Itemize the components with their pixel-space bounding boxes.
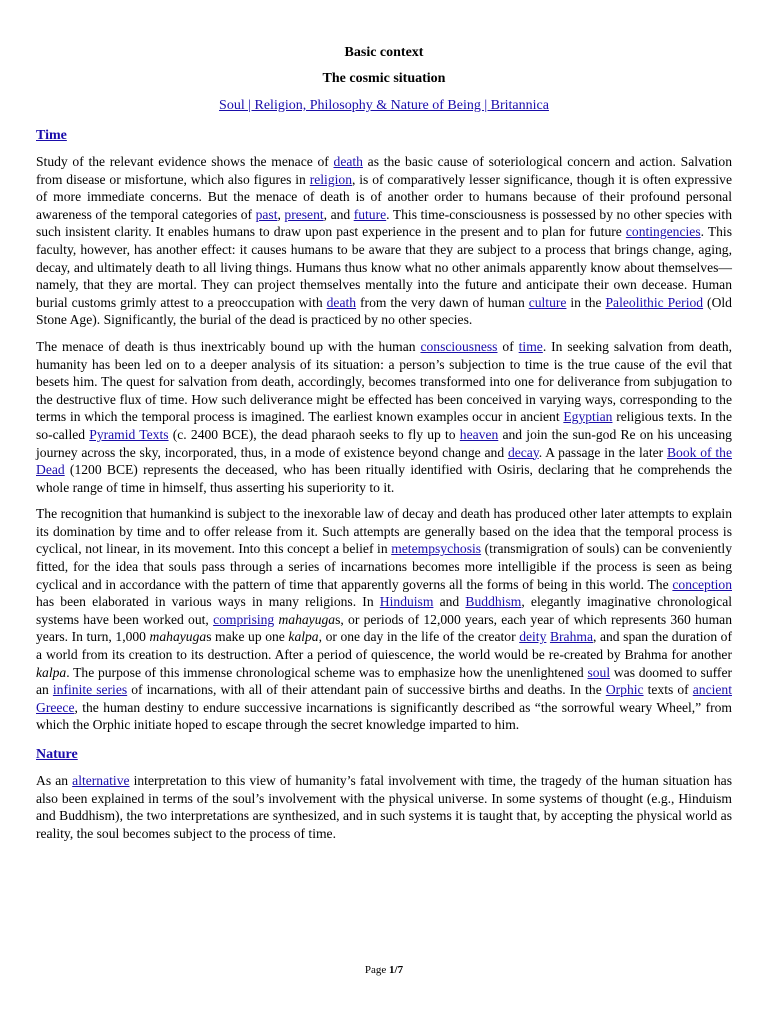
- inline-link[interactable]: comprising: [213, 611, 275, 627]
- text-run: . This time-consciousness is possessed by no other species with such insistent clarity. It enables humans to draw upon past experience in the present and to plan for future: [36, 206, 732, 240]
- inline-link[interactable]: consciousness: [420, 338, 498, 354]
- inline-link[interactable]: Paleolithic Period: [605, 294, 704, 310]
- section-heading-time: [36, 127, 732, 145]
- inline-link[interactable]: Book of the Dead: [36, 444, 732, 478]
- text-run: , or one day in the life of the creator: [318, 629, 520, 645]
- document-header: [36, 44, 732, 115]
- section-heading-nature: [36, 746, 732, 764]
- inline-link[interactable]: time: [518, 338, 543, 354]
- text-run: religious texts. In the so-called: [36, 409, 732, 442]
- text-run: The recognition that humankind is subject to the inexorable law of decay and death has produced other later attempts to explain its domination by time and to offer release from it. Such attempts are generally based on the idea that the temporal process is cyclical, not linear, in its movement. Into this concept a belief in: [36, 506, 732, 557]
- text-run: s, or periods of 12,000 years, each year of which represents 360 human years. In turn, 1,000: [36, 611, 732, 645]
- inline-link[interactable]: conception: [672, 576, 732, 592]
- inline-link[interactable]: Pyramid Texts: [89, 426, 169, 442]
- text-run: s make up one: [206, 629, 289, 645]
- source-link[interactable]: Soul | Religion, Philosophy & Nature of Being | Britannica: [219, 98, 549, 113]
- inline-link[interactable]: contingencies: [625, 224, 701, 240]
- inline-link[interactable]: heaven: [459, 426, 499, 442]
- inline-link[interactable]: death: [326, 294, 357, 310]
- text-run: has been elaborated in various ways in many religions. In: [36, 594, 380, 610]
- text-run: (transmigration of souls) can be conveniently fitted, for the idea that souls pass through a series of incarnations becomes more intelligible if the process is seen as being cyclical and in accordance with the pattern of time that apparently governs all the forms of being in this world. The: [36, 541, 732, 592]
- inline-link[interactable]: metempsychosis: [391, 541, 482, 557]
- text-run: . This faculty, however, has another effect: it causes humans to be aware that they are subject to a process that brings change, aging, decay, and ultimately death to all living things. Humans thus know what no other animals apparently know about themselves—namely, that they are mortal. They can project themselves mentally into the future and anticipate their own decease. Human burial customs grimly attest to a preoccupation with: [36, 224, 732, 310]
- italic-term: mahayuga: [278, 611, 336, 627]
- italic-term: kalpa: [36, 664, 67, 680]
- inline-link[interactable]: Orphic: [605, 682, 644, 698]
- paragraph: [36, 153, 732, 329]
- text-run: The menace of death is thus inextricably bound up with the human: [36, 338, 421, 354]
- document-subtitle: The cosmic situation: [322, 71, 446, 86]
- text-run: texts of: [643, 682, 693, 698]
- text-run: Study of the relevant evidence shows the menace of: [36, 154, 334, 169]
- text-run: (Old Stone Age). Significantly, the burial of the dead is practiced by no other species.: [36, 294, 732, 328]
- text-run: ,: [277, 206, 285, 222]
- text-run: , is of comparatively lesser significance, though it is often expressive of more immediate concerns. But the menace of death is of another order to humans because of their profound personal awareness of the temporal categories of: [36, 171, 732, 222]
- document-body: [36, 127, 732, 842]
- text-run: (c. 2400 BCE), the dead pharaoh seeks to fly up to: [168, 426, 460, 442]
- page-number: 1/7: [389, 964, 404, 976]
- inline-link[interactable]: soul: [587, 664, 611, 680]
- paragraph: [36, 772, 732, 842]
- inline-link[interactable]: Brahma: [549, 629, 593, 645]
- text-run: . In seeking salvation from death, humanity has been led on to a deeper analysis of its situation: a person’s subjection to time is the true cause of the evil that besets him. The quest for salvation from death, accordingly, becomes transformed into one for deliverance from subjugation to the destructive flux of time. How such deliverance might be effected has been conceived in varying ways, corresponding to the terms in which the temporal process is imagined. The earliest known examples occur in ancient: [36, 338, 733, 425]
- italic-term: mahayuga: [149, 629, 207, 645]
- inline-link[interactable]: culture: [528, 294, 567, 310]
- inline-link[interactable]: deity: [519, 629, 547, 645]
- text-run: . The purpose of this immense chronological scheme was to emphasize how the unenlightened: [66, 664, 588, 680]
- text-run: of incarnations, with all of their attendant pain of successive births and deaths. In the: [127, 682, 606, 698]
- inline-link[interactable]: religion: [309, 171, 353, 187]
- text-run: , and span the duration of a world from its creation to its destruction. After a period of quiescence, the world would be re-created by Brahma for another: [36, 629, 732, 663]
- inline-link[interactable]: ancient Greece: [36, 682, 732, 715]
- document-title: Basic context: [344, 45, 424, 60]
- inline-link[interactable]: death: [333, 154, 363, 169]
- section-heading-link[interactable]: Nature: [36, 747, 78, 762]
- section-heading-link[interactable]: Time: [36, 128, 67, 143]
- page-label: Page: [364, 964, 390, 976]
- text-run: and: [433, 594, 466, 610]
- text-run: , and: [323, 206, 354, 222]
- italic-term: kalpa: [288, 629, 319, 645]
- inline-link[interactable]: future: [353, 206, 387, 222]
- paragraph: [36, 505, 732, 734]
- text-run: , elegantly imaginative chronological systems have been worked out,: [36, 594, 733, 627]
- inline-link[interactable]: alternative: [72, 773, 130, 788]
- page-footer: [0, 964, 768, 976]
- text-run: in the: [566, 294, 606, 310]
- text-run: interpretation to this view of humanity’s fatal involvement with time, the tragedy of the human situation has also been explained in terms of the soul’s involvement with the physical universe. In some systems of thought (e.g., Hinduism and Buddhism), the two interpretations are synthesized, and in such systems it is taught that, by accepting the physical world as reality, the soul becomes subject to the process of time.: [36, 773, 732, 841]
- text-run: , the human destiny to endure successive incarnations is significantly described as “the sorrowful weary Wheel,” from which the Orphic initiate hoped to escape through the secret knowledge imparted to him.: [36, 699, 732, 733]
- inline-link[interactable]: infinite series: [52, 682, 128, 698]
- inline-link[interactable]: Hinduism: [379, 594, 434, 610]
- paragraph: [36, 338, 732, 496]
- text-run: of: [497, 338, 519, 354]
- text-run: and join the sun-god Re on his unceasing journey across the sky, incorporated, thus, in a mode of existence beyond change and: [36, 426, 732, 460]
- text-run: from the very dawn of human: [356, 294, 529, 310]
- inline-link[interactable]: present: [284, 206, 324, 222]
- text-run: (1200 BCE) represents the deceased, who has been ritually identified with Osiris, declaring that he comprehends the whole range of time in himself, thus asserting his superiority to it.: [36, 462, 732, 495]
- text-run: was doomed to suffer an: [36, 664, 733, 698]
- inline-link[interactable]: decay: [507, 444, 539, 460]
- text-run: . A passage in the later: [538, 444, 667, 460]
- inline-link[interactable]: past: [255, 206, 278, 222]
- text-run: As an: [36, 773, 73, 788]
- inline-link[interactable]: Buddhism: [465, 594, 522, 610]
- text-run: as the basic cause of soteriological concern and action. Salvation from disease or misfortune, which also figures in: [36, 154, 732, 187]
- inline-link[interactable]: Egyptian: [563, 409, 613, 425]
